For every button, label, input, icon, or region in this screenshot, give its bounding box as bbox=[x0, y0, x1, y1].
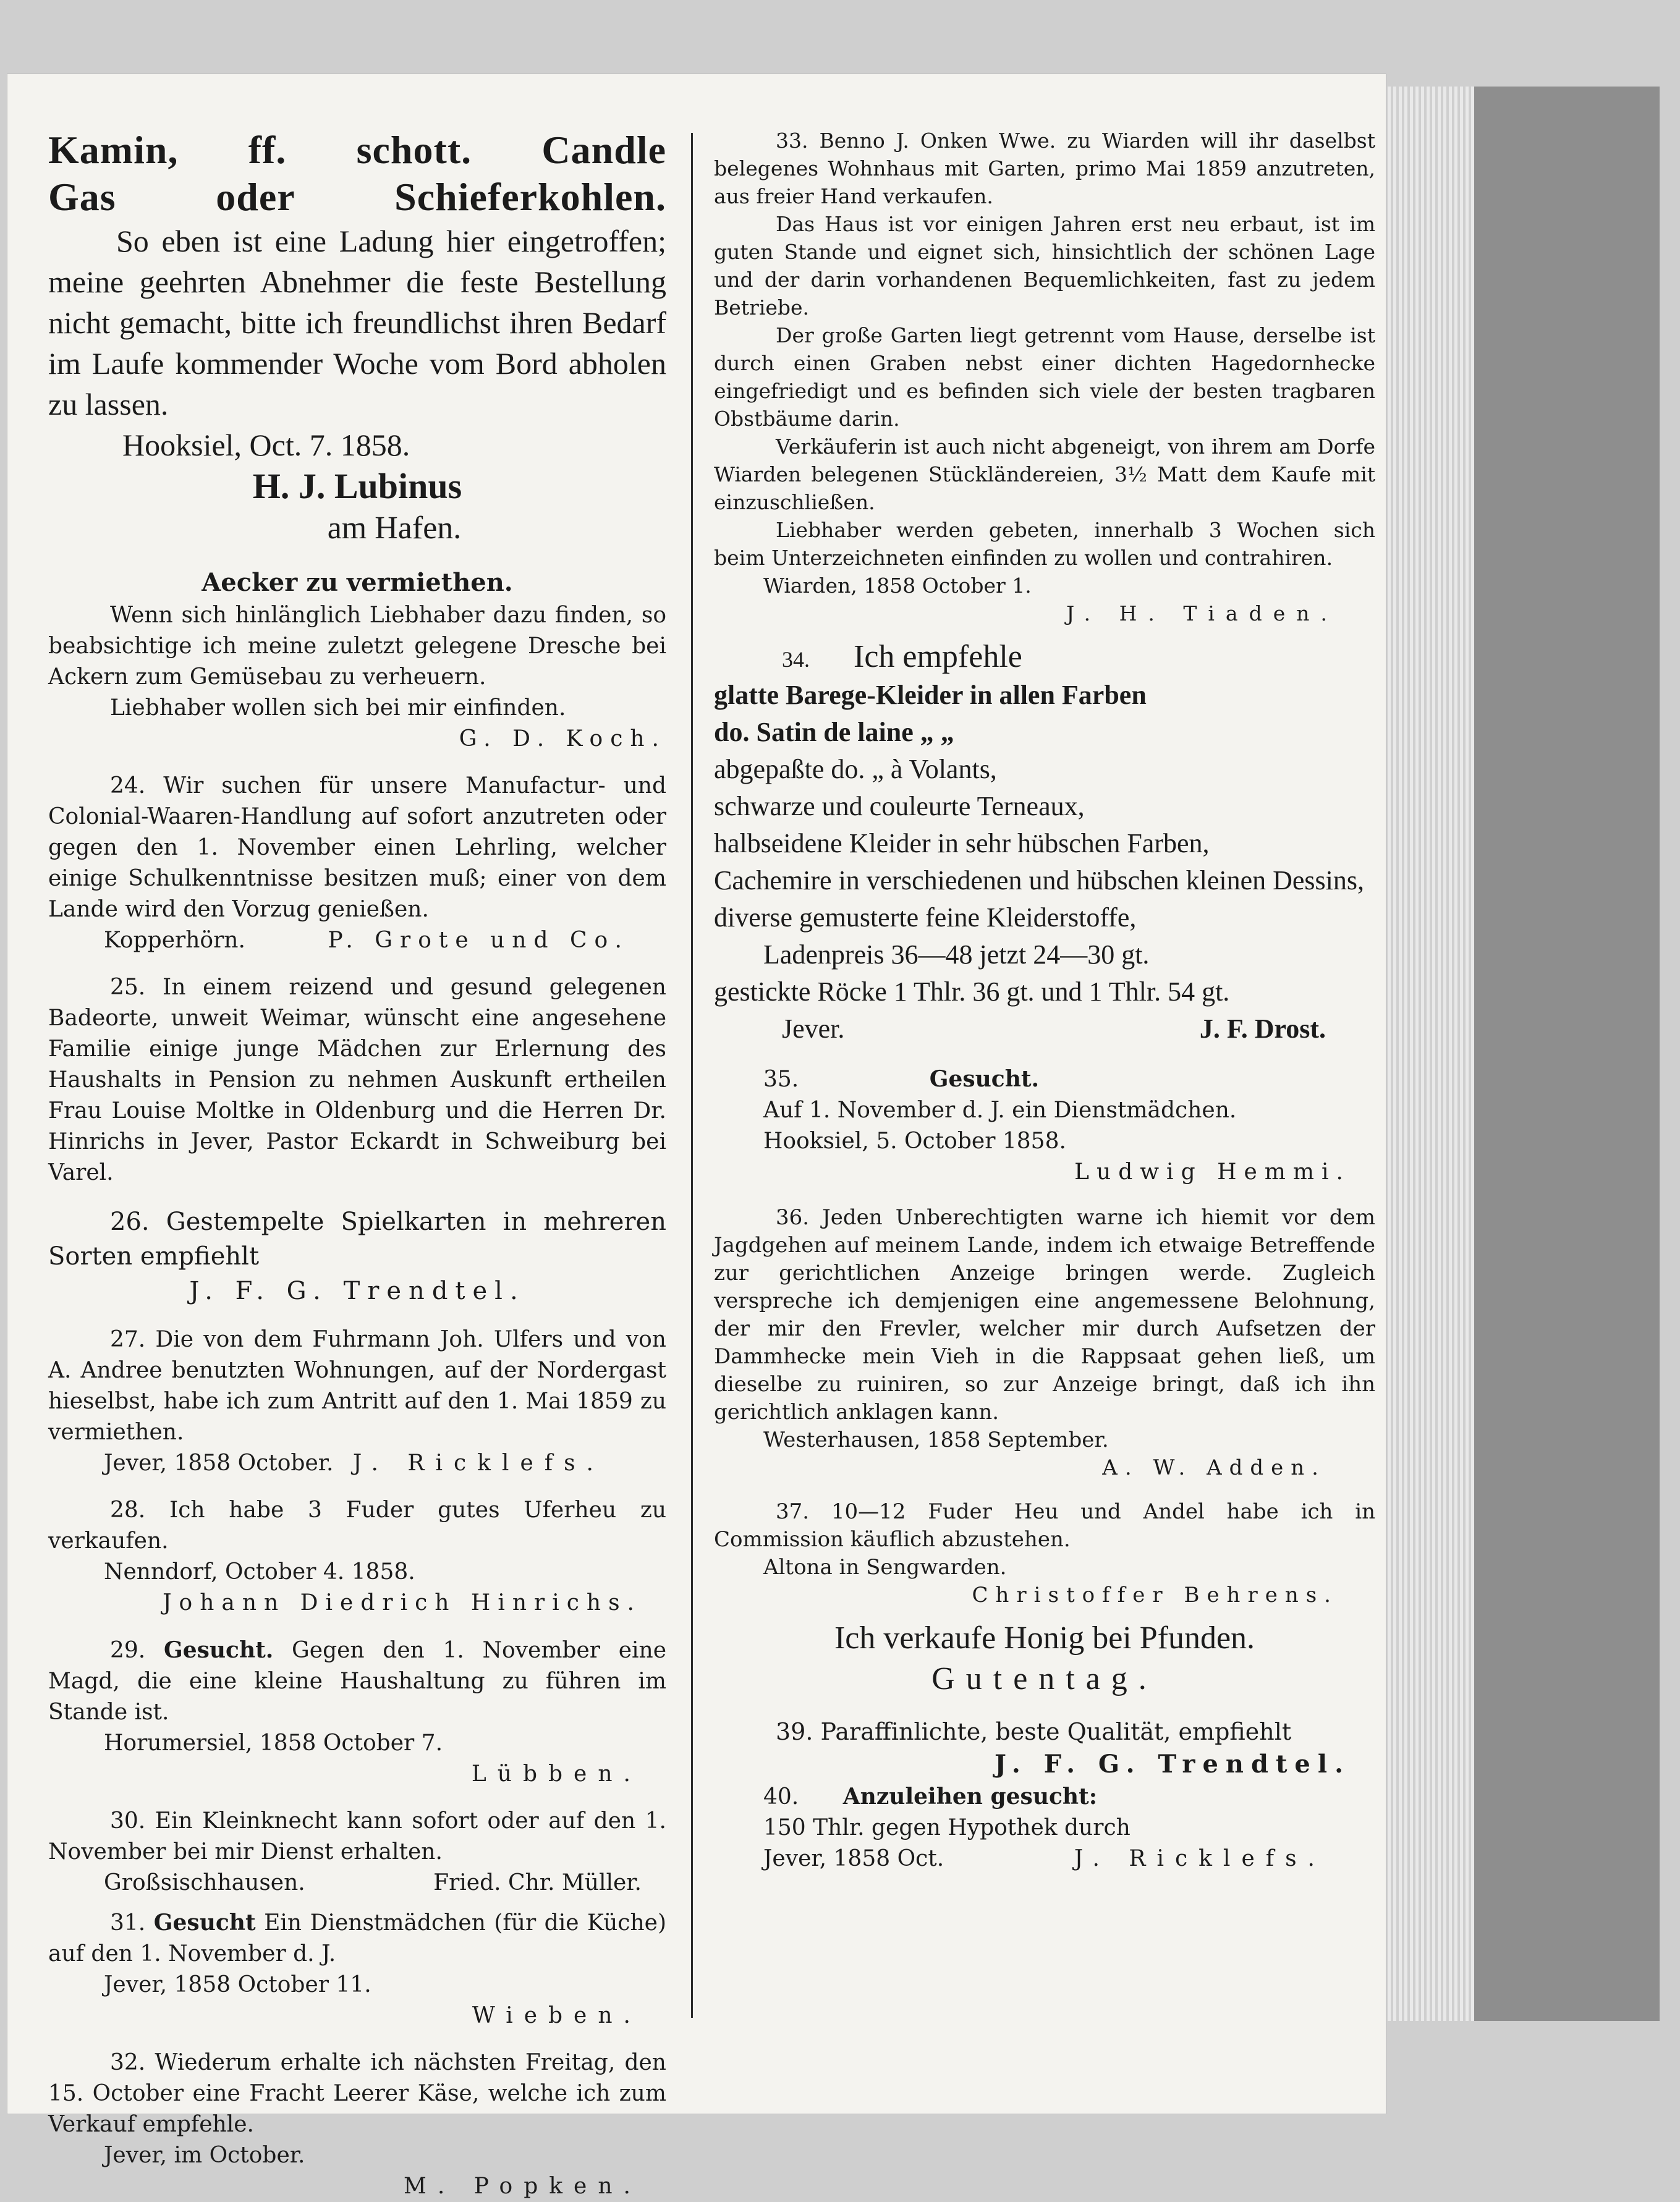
ad-26 bbox=[48, 1205, 666, 1308]
ad-place: Jever. bbox=[782, 1014, 845, 1044]
ad-body: 28. Ich habe 3 Fuder gutes Uferheu zu verkaufen. bbox=[48, 1497, 666, 1554]
ad-signer: Johann Diedrich Hinrichs. bbox=[163, 1590, 642, 1616]
ad-signer: Christoffer Behrens. bbox=[972, 1583, 1338, 1607]
ad-body: 32. Wiederum erhalte ich nächsten Freitag, den 15. October eine Fracht Leerer Käse, welche ich zum Verkauf empfehle. bbox=[48, 2050, 666, 2137]
ad-heading: Gesucht. bbox=[929, 1066, 1040, 1092]
ad-36 bbox=[714, 1204, 1375, 1482]
ad-title: Gas oder Schieferkohlen. bbox=[48, 175, 666, 219]
ad-29 bbox=[48, 1635, 666, 1790]
ad-signer: M. Popken. bbox=[404, 2174, 642, 2199]
column-rule bbox=[691, 133, 693, 2018]
ad-item: Cachemire in verschiedenen und hübschen kleinen Dessins, bbox=[714, 865, 1365, 896]
ad-body: 26. Gestempelte Spielkarten in mehreren Sorten empfiehlt bbox=[48, 1208, 666, 1271]
ad-body: 30. Ein Kleinknecht kann sofort oder auf den 1. November bei mir Dienst erhalten. bbox=[48, 1808, 666, 1865]
ad-place: Jever, im October. bbox=[104, 2143, 305, 2168]
ad-40 bbox=[714, 1781, 1375, 1874]
ad-signer: Wieben. bbox=[472, 2003, 642, 2028]
ad-signer: J. F. G. Trendtel. bbox=[995, 1750, 1351, 1779]
ad-aecker bbox=[48, 565, 666, 755]
book-cover bbox=[1474, 87, 1660, 2021]
ad-number: 40. bbox=[763, 1784, 799, 1810]
ad-item: glatte Barege-Kleider in allen Farben bbox=[714, 680, 1147, 710]
ad-place: Wiarden, 1858 October 1. bbox=[763, 574, 1032, 598]
ad-body: 39. Paraffinlichte, beste Qualität, empfiehlt bbox=[776, 1718, 1292, 1745]
ad-signer: J. Ricklefs. bbox=[352, 1450, 605, 1476]
ad-heading: Aecker zu vermiethen. bbox=[202, 568, 513, 597]
ad-signer: J. F. Drost. bbox=[1199, 1014, 1326, 1044]
ad-place: Jever, 1858 October. bbox=[104, 1450, 334, 1476]
ad-signer: J. H. Tiaden. bbox=[1066, 601, 1338, 625]
ad-35 bbox=[714, 1064, 1375, 1188]
ad-27 bbox=[48, 1324, 666, 1479]
ad-heading: Anzuleihen gesucht: bbox=[842, 1784, 1098, 1810]
ad-heading: Ich verkaufe Honig bei Pfunden. bbox=[834, 1620, 1255, 1656]
ad-30 bbox=[48, 1806, 666, 1899]
ad-39 bbox=[714, 1716, 1375, 1781]
ad-item: do. Satin de laine „ „ bbox=[714, 717, 954, 747]
page-edges bbox=[1388, 87, 1474, 2021]
ad-signer-sub: am Hafen. bbox=[327, 510, 462, 546]
ad-place: Altona in Sengwarden. bbox=[763, 1555, 1007, 1580]
ad-place-date: Hooksiel, Oct. 7. 1858. bbox=[122, 428, 410, 462]
ad-body: Ein Dienstmädchen (für die Küche) auf den 1. November d. J. bbox=[48, 1910, 667, 1967]
left-column bbox=[48, 127, 666, 2202]
ad-body: Der große Garten liegt getrennt vom Hause, derselbe ist durch einen Graben nebst einer dichten Hagedornhecke eingefriedigt und es befinden sich viele der besten tragbaren Obstbäume darin. bbox=[714, 323, 1375, 431]
ad-place: Westerhausen, 1858 September. bbox=[763, 1428, 1109, 1452]
ad-body: 25. In einem reizend und gesund gelegenen Badeorte, unweit Weimar, wünscht eine angesehene Familie einige junge Mädchen zur Erlernung des Haushalts in Pension zu nehmen Auskunft ertheilen Frau Louise Moltke in Oldenburg und die Herren Dr. Hinrichs in Jever, Pastor Eckardt in Schweiburg bei Varel. bbox=[48, 975, 666, 1185]
ad-signer: G. D. Koch. bbox=[459, 726, 666, 752]
ad-31 bbox=[48, 1907, 666, 2031]
ad-line: Liebhaber wollen sich bei mir einfinden. bbox=[110, 695, 566, 721]
ad-32 bbox=[48, 2047, 666, 2202]
ad-signer: A. W. Adden. bbox=[1102, 1455, 1326, 1480]
ad-38 bbox=[714, 1618, 1375, 1700]
ad-body: Liebhaber werden gebeten, innerhalb 3 Wochen sich beim Unterzeichneten einfinden zu wollen und contrahiren. bbox=[714, 518, 1375, 570]
ad-kamin bbox=[48, 127, 666, 549]
ad-body: Gegen den 1. November eine Magd, die eine kleine Haushaltung zu führen im Stande ist. bbox=[48, 1638, 667, 1725]
ad-item: diverse gemusterte feine Kleiderstoffe, bbox=[714, 902, 1137, 933]
ad-item: abgepaßte do. „ à Volants, bbox=[714, 754, 997, 784]
ad-25 bbox=[48, 972, 666, 1188]
ad-body: Das Haus ist vor einigen Jahren erst neu erbaut, ist im guten Stande und eignet sich, hinsichtlich der schönen Lage und der darin vorhandenen Bequemlichkeiten, fast zu jedem Betriebe. bbox=[714, 212, 1375, 320]
ad-item: gestickte Röcke 1 Thlr. 36 gt. und 1 Thlr. 54 gt. bbox=[714, 976, 1230, 1007]
ad-number: 34. bbox=[782, 647, 810, 672]
ad-34 bbox=[714, 638, 1375, 1048]
ad-body: Auf 1. November d. J. ein Dienstmädchen. bbox=[763, 1098, 1237, 1123]
ad-body: 150 Thlr. gegen Hypothek durch bbox=[763, 1815, 1131, 1840]
ad-number: 29. bbox=[110, 1638, 146, 1663]
ad-signer: Ludwig Hemmi. bbox=[1074, 1159, 1351, 1185]
ad-place: Kopperhörn. bbox=[104, 928, 245, 953]
ad-signer: P. Grote und Co. bbox=[328, 928, 629, 953]
ad-body: 24. Wir suchen für unsere Manufactur- und Colonial-Waaren-Handlung auf sofort anzutreten oder gegen den 1. November einen Lehrling, welcher einige Schulkenntnisse besitzen muß; einer von dem Lande wird den Vorzug genießen. bbox=[48, 773, 666, 922]
ad-title: Kamin, ff. schott. Candle bbox=[48, 128, 666, 172]
ad-body: 37. 10—12 Fuder Heu und Andel habe ich in Commission käuflich abzustehen. bbox=[714, 1499, 1375, 1552]
ad-place: Hooksiel, 5. October 1858. bbox=[763, 1129, 1066, 1154]
ad-price: Ladenpreis 36—48 jetzt 24—30 gt. bbox=[763, 939, 1150, 970]
ad-place: Horumersiel, 1858 October 7. bbox=[104, 1730, 443, 1756]
ad-33 bbox=[714, 127, 1375, 627]
ad-number: 31. bbox=[110, 1910, 146, 1936]
ad-number: 35. bbox=[763, 1067, 799, 1092]
ad-keyword: Gesucht. bbox=[163, 1637, 274, 1663]
ad-place: Jever, 1858 Oct. bbox=[763, 1846, 944, 1871]
ad-signer: Fried. Chr. Müller. bbox=[433, 1870, 642, 1895]
ad-body: 36. Jeden Unberechtigten warne ich hiemit vor dem Jagdgehen auf meinem Lande, indem ich etwaige Betreffende zur gerichtlichen Anzeige bringen werde. Zugleich verspreche ich demjenigen eine angemessene Belohnung, der mir den Frevler, welcher mir durch Aufsetzen der Dammhecke mein Vieh in die Rappsaat gehen ließ, um dieselbe zu ruiniren, so zur Anzeige bringt, daß ich ihn gerichtlich anklagen kann. bbox=[714, 1205, 1375, 1425]
ad-body: Wenn sich hinlänglich Liebhaber dazu finden, so beabsichtige ich meine zuletzt gelegene Dresche bei Ackern zum Gemüsebau zu verheuern. bbox=[48, 603, 666, 690]
ad-body: Verkäuferin ist auch nicht abgeneigt, von ihrem am Dorfe Wiarden belegenen Stückländereien, 3½ Matt dem Kaufe mit einzuschließen. bbox=[714, 434, 1375, 514]
right-column bbox=[714, 127, 1375, 1874]
ad-28 bbox=[48, 1495, 666, 1619]
ad-place: Jever, 1858 October 11. bbox=[104, 1972, 371, 1997]
ad-item: halbseidene Kleider in sehr hübschen Farben, bbox=[714, 828, 1210, 858]
ad-signer: Lübben. bbox=[471, 1761, 642, 1787]
ad-body: 33. Benno J. Onken Wwe. zu Wiarden will ihr daselbst belegenes Wohnhaus mit Garten, primo Mai 1859 anzutreten, aus freier Hand verkaufen. bbox=[714, 129, 1375, 208]
ad-body: So eben ist eine Ladung hier eingetroffen; meine geehrten Abnehmer die feste Bestellung nicht gemacht, bitte ich freundlichst ihren Bedarf im Laufe kommender Woche vom Bord abholen zu lassen. bbox=[48, 224, 666, 421]
ad-37 bbox=[714, 1498, 1375, 1609]
ad-signer: H. J. Lubinus bbox=[252, 466, 462, 506]
ad-place: Nenndorf, October 4. 1858. bbox=[104, 1559, 415, 1585]
ad-signer: Gutentag. bbox=[931, 1661, 1158, 1696]
ad-heading: Ich empfehle bbox=[854, 639, 1022, 674]
ad-signer: J. F. G. Trendtel. bbox=[189, 1277, 525, 1305]
ad-place: Großsischhausen. bbox=[104, 1870, 305, 1895]
ad-item: schwarze und couleurte Terneaux, bbox=[714, 791, 1085, 821]
ad-24 bbox=[48, 771, 666, 956]
ad-keyword: Gesucht bbox=[153, 1910, 256, 1936]
ad-body: 27. Die von dem Fuhrmann Joh. Ulfers und von A. Andree benutzten Wohnungen, auf der Nordergast hieselbst, habe ich zum Antritt auf den 1. Mai 1859 zu vermiethen. bbox=[48, 1327, 666, 1445]
ad-signer: J. Ricklefs. bbox=[1074, 1846, 1326, 1871]
